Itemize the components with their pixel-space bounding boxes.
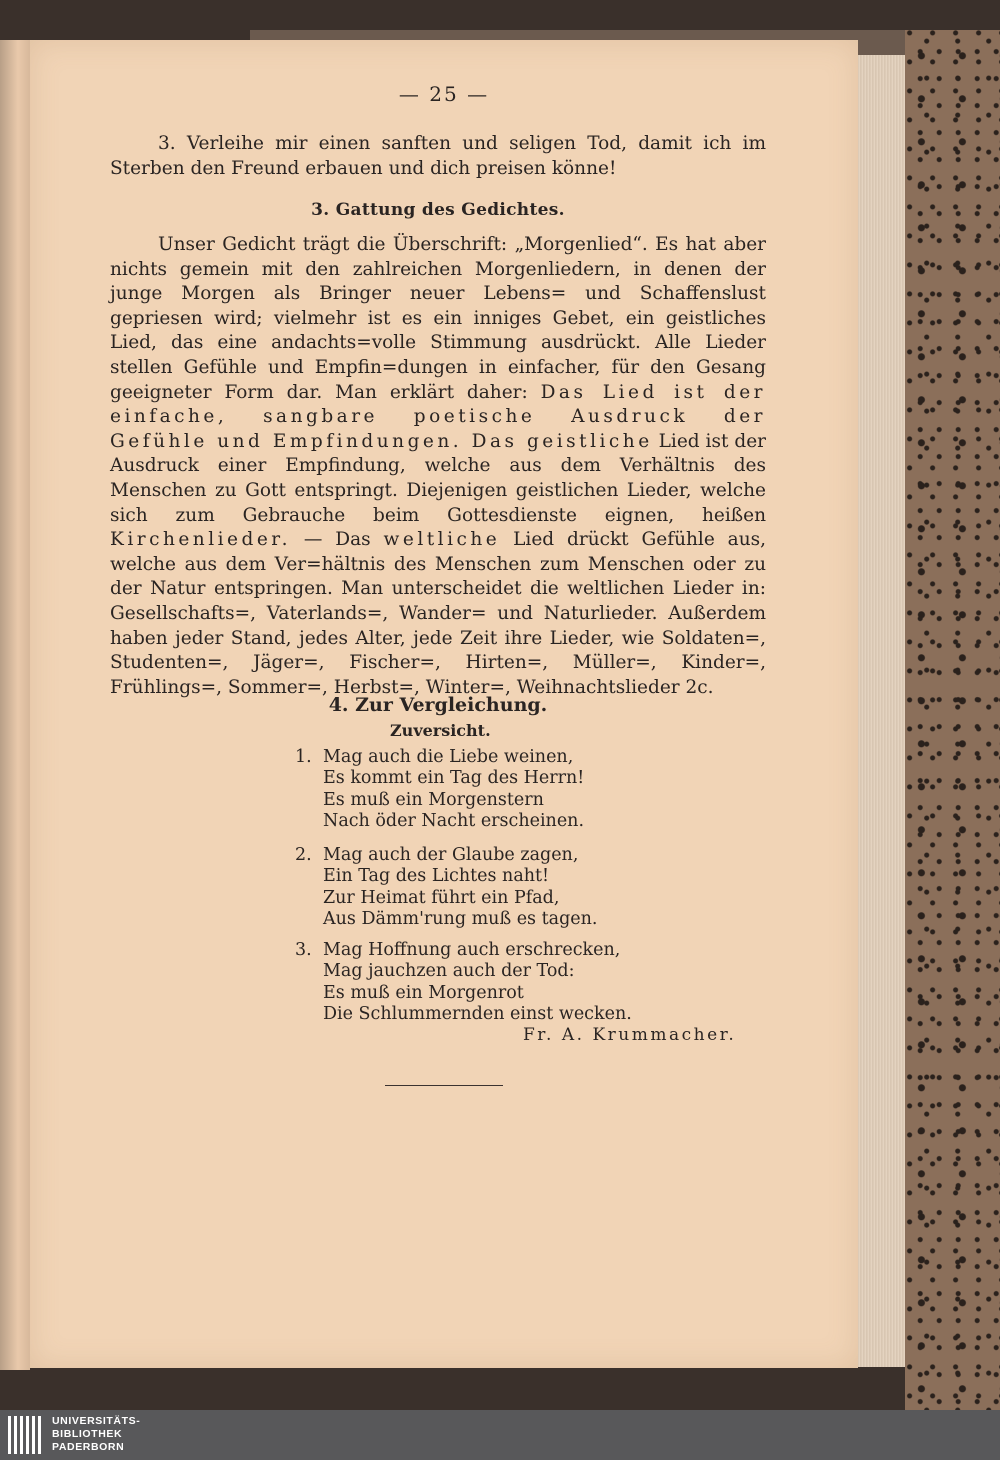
library-logo-icon bbox=[6, 1416, 46, 1454]
library-name-line: BIBLIOTHEK bbox=[52, 1428, 123, 1440]
end-rule bbox=[385, 1085, 503, 1086]
paragraph-text: Lied drückt Gefühle aus, welche aus dem Ver=hältnis des Menschen zum Menschen oder zu der Natur entspringen. Man unterscheidet die weltlichen Lieder in: Gesellschafts=, Vaterlands=, Wander= und Naturlieder. Außerdem haben jeder Stand, jedes Alter, jede Zeit ihre Lieder, wie Soldaten=, Studenten=, Jäger=, Fischer=, Hirten=, Müller=, Kinder=, Frühlings=, Sommer=, Herbst=, Winter=, Weihnachtslieder 2c. bbox=[110, 529, 766, 698]
poem-line bbox=[295, 845, 597, 866]
spaced-term-kirchenlieder: Kirchenlieder. bbox=[110, 529, 291, 551]
library-name bbox=[52, 1415, 140, 1454]
paragraph-gattung bbox=[110, 233, 766, 700]
library-name-line: PADERBORN bbox=[52, 1441, 125, 1453]
poem-line-text: Mag jauchzen auch der Tod: bbox=[323, 961, 575, 982]
poem-line bbox=[295, 1004, 632, 1025]
spaced-definition: Das Lied ist der einfache, sangbare poetische Ausdruck der Gefühle und Empfindungen. Das geistliche bbox=[110, 381, 766, 452]
poem-line-text: Aus Dämm'rung muß es tagen. bbox=[323, 909, 598, 930]
page-number: — 25 — bbox=[398, 82, 490, 106]
poem-line bbox=[295, 961, 632, 982]
paragraph-text: Unser Gedicht trägt die Überschrift: „Morgenlied“. Es hat aber nichts gemein mit den zahlreichen Morgenliedern, in denen der junge Morgen als Bringer neuer Lebens= und Schaffenslust gepriesen wird; vielmehr ist es ein inniges Gebet, ein geistliches Lied, das eine andachts=volle Stimmung ausdrückt. Alle Lieder stellen Gefühle und Empfin=dungen in einfacher, für den Gesang geeigneter Form dar. Man erklärt daher: bbox=[110, 234, 766, 403]
poem-line-text: Die Schlummernden einst wecken. bbox=[323, 1004, 632, 1025]
library-footer bbox=[0, 1410, 1000, 1460]
poem-line-text: Mag auch die Liebe weinen, bbox=[323, 747, 574, 767]
poem-line-text: Es kommt ein Tag des Herrn! bbox=[323, 768, 585, 789]
poem-author: Fr. A. Krummacher. bbox=[523, 1025, 737, 1045]
page-stack-edge bbox=[855, 55, 905, 1367]
poem-line bbox=[295, 909, 597, 930]
library-name-line: UNIVERSITÄTS- bbox=[52, 1415, 141, 1427]
paragraph-text: Lied ist der Ausdruck einer Empfindung, welche aus dem Verhältnis des Menschen zu Gott entspringt. Diejenigen geistlichen Lieder, welche sich zum Gebrauche beim Gottesdienste eignen, heißen bbox=[110, 430, 766, 526]
spaced-term-weltliche: weltliche bbox=[383, 529, 501, 551]
poem-line-text: Ein Tag des Lichtes naht! bbox=[323, 866, 550, 887]
poem-stanza-1 bbox=[295, 747, 584, 833]
poem-stanza-2 bbox=[295, 845, 597, 931]
poem-line bbox=[295, 888, 597, 909]
poem-line-text: Mag Hoffnung auch erschrecken, bbox=[323, 940, 621, 960]
poem-line bbox=[295, 983, 632, 1004]
stanza-number: 3. bbox=[295, 940, 312, 960]
poem-line bbox=[295, 866, 597, 887]
poem-line-text: Zur Heimat führt ein Pfad, bbox=[323, 887, 560, 908]
poem-title: Zuversicht. bbox=[390, 721, 491, 740]
poem-stanza-3 bbox=[295, 940, 632, 1026]
section-heading-4: 4. Zur Vergleichung. bbox=[328, 694, 548, 716]
poem-line-text: Nach öder Nacht erscheinen. bbox=[323, 811, 585, 832]
poem-line bbox=[295, 790, 584, 811]
poem-line-text: Es muß ein Morgenrot bbox=[323, 982, 524, 1003]
stanza-number: 1. bbox=[295, 747, 312, 767]
section-heading-3: 3. Gattung des Gedichtes. bbox=[311, 200, 565, 220]
poem-line-text: Es muß ein Morgenstern bbox=[323, 789, 544, 810]
poem-line-text: Mag auch der Glaube zagen, bbox=[323, 845, 579, 865]
poem-line bbox=[295, 940, 632, 961]
poem-line bbox=[295, 768, 584, 789]
facing-page-edge bbox=[0, 40, 30, 1370]
paragraph-text: — Das bbox=[290, 529, 384, 551]
poem-line bbox=[295, 747, 584, 768]
paragraph-verse-3: 3. Verleihe mir einen sanften und seligen Tod, damit ich im Sterben den Freund erbauen und dich preisen könne! bbox=[110, 133, 766, 179]
book-page bbox=[30, 40, 858, 1368]
poem-line bbox=[295, 811, 584, 832]
stanza-number: 2. bbox=[295, 845, 312, 865]
cover-board-right bbox=[905, 30, 1000, 1410]
